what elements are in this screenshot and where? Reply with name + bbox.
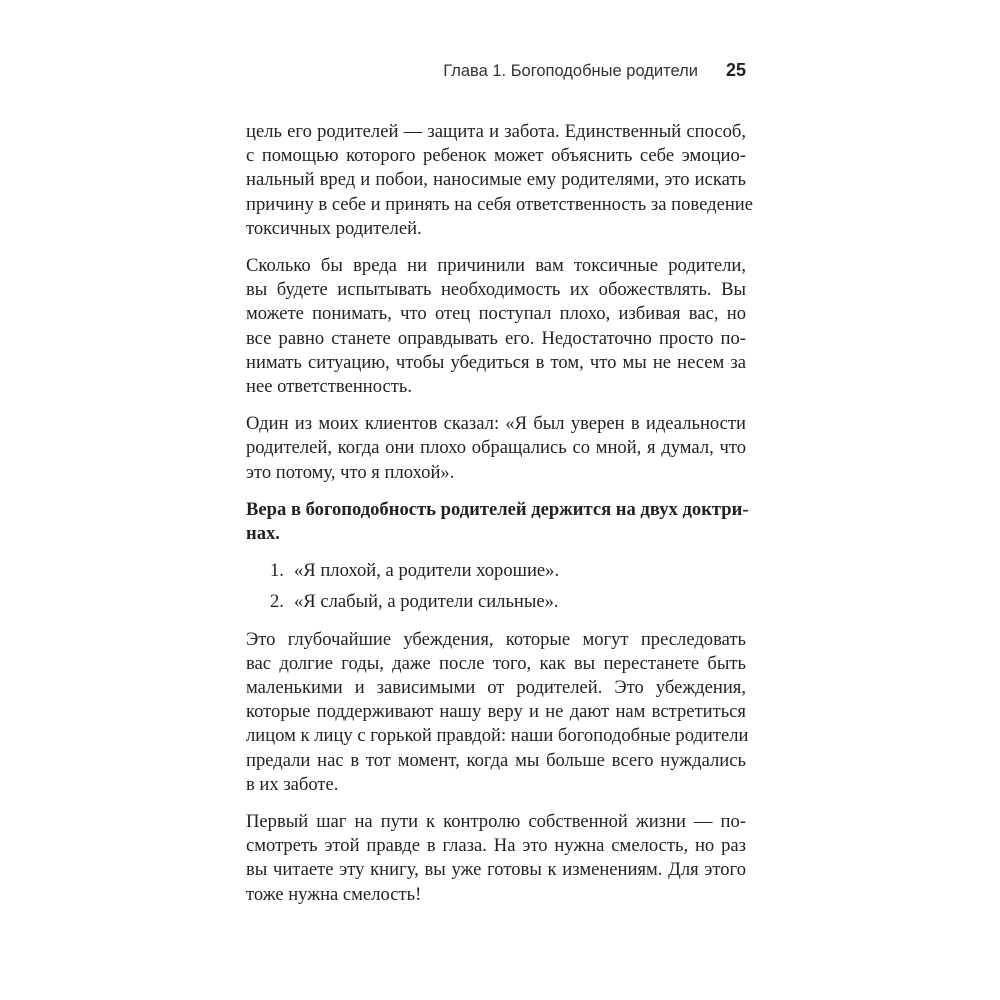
- text-line: вы будете испытывать необходимость их обожествлять. Вы: [246, 279, 746, 301]
- text-line: все равно станете оправдывать его. Недостаточно просто по-: [246, 327, 746, 349]
- running-head: [246, 60, 746, 81]
- list-number: 2.: [270, 591, 284, 613]
- text-line: это потому, что я плохой».: [246, 461, 455, 483]
- text-line: Сколько бы вреда ни причинили вам токсичные родители,: [246, 255, 746, 277]
- paragraph-3: [246, 412, 746, 485]
- chapter-title: Глава 1. Богоподобные родители: [443, 62, 698, 80]
- paragraph-1: [246, 120, 753, 241]
- text-line: Первый шаг на пути к контролю собственной жизни — по-: [246, 811, 746, 833]
- doctrines-heading: [246, 498, 749, 546]
- doctrines-list: [246, 559, 746, 614]
- text-line: Один из моих клиентов сказал: «Я был уверен в идеальности: [246, 413, 746, 435]
- text-line: смотреть этой правде в глаза. На это нужна смелость, но раз: [246, 835, 746, 857]
- paragraph-2: [246, 254, 746, 399]
- text-line: предали нас в тот момент, когда мы больше всего нуждались: [246, 749, 746, 771]
- text-line: нах.: [246, 523, 280, 545]
- text-line: причину в себе и принять на себя ответственность за поведение: [246, 193, 753, 215]
- paragraph-5: [246, 810, 746, 907]
- text-line: родителей, когда они плохо обращались со мной, я думал, что: [246, 437, 746, 459]
- text-line: маленькими и зависимыми от родителей. Это убеждения,: [246, 677, 746, 699]
- text-line: цель его родителей — защита и забота. Единственный способ,: [246, 121, 746, 142]
- text-line: с помощью которого ребенок может объяснить себе эмоцио-: [246, 145, 746, 167]
- text-line: вы читаете эту книгу, вы уже готовы к изменениям. Для этого: [246, 859, 746, 881]
- list-text: «Я слабый, а родители сильные».: [294, 591, 559, 613]
- text-line: в их заботе.: [246, 773, 339, 795]
- list-text: «Я плохой, а родители хорошие».: [294, 560, 560, 582]
- text-line: токсичных родителей.: [246, 217, 422, 239]
- text-line: тоже нужна смелость!: [246, 883, 422, 905]
- list-number: 1.: [270, 560, 284, 582]
- text-line: Вера в богоподобность родителей держится на двух доктри-: [246, 498, 749, 520]
- list-item: [270, 559, 746, 583]
- text-line: нимать ситуацию, чтобы убедиться в том, что мы не несем за: [246, 351, 746, 373]
- text-line: лицом к лицу с горькой правдой: наши богоподобные родители: [246, 725, 749, 747]
- list-item: [270, 590, 746, 614]
- body-text: [246, 120, 753, 920]
- text-line: Это глубочайшие убеждения, которые могут преследовать: [246, 628, 746, 650]
- text-line: которые поддерживают нашу веру и не дают нам встретиться: [246, 701, 746, 723]
- paragraph-4: [246, 628, 749, 797]
- text-line: нальный вред и побои, наносимые ему родителями, это искать: [246, 169, 746, 191]
- page-number: 25: [725, 60, 746, 80]
- text-line: нее ответственность.: [246, 376, 413, 398]
- text-line: можете понимать, что отец поступал плохо, избивая вас, но: [246, 303, 746, 325]
- text-line: вас долгие годы, даже после того, как вы перестанете быть: [246, 652, 746, 674]
